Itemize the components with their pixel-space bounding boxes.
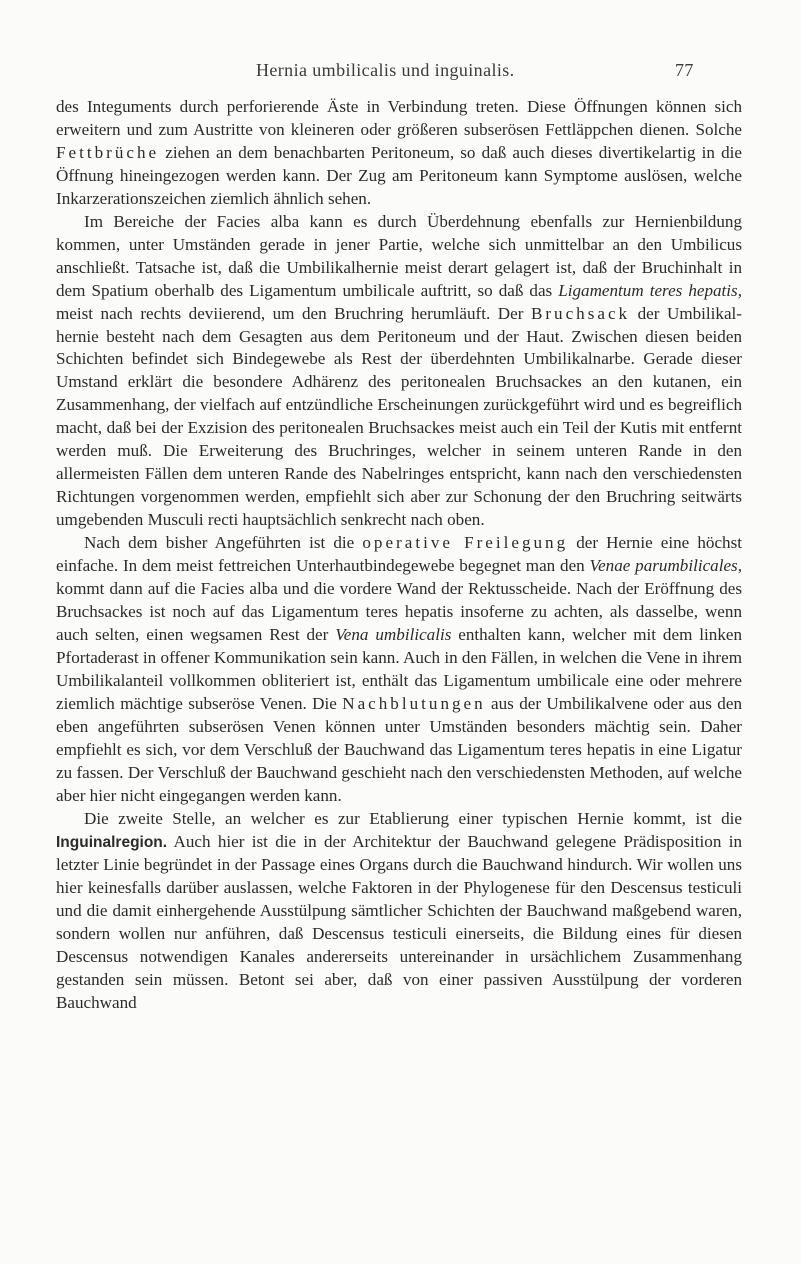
italic-term: Vena umbilicalis: [335, 624, 452, 644]
paragraph: [56, 96, 742, 211]
italic-term: Venae parumbilicales: [589, 556, 738, 576]
page-number: 77: [675, 60, 694, 80]
text-run: der Hernie eine höchst einfache. In dem meist fettreichen Unterhautbindegewebe begegnet man den: [56, 533, 742, 576]
paragraph: [56, 211, 742, 532]
text-run: , kommt dann auf die Facies alba und die vordere Wand der Rektusscheide. Nach der Eröffnung des Bruchsackes ist noch auf das Ligamentum teres hepatis insoferne zu achten, als dasselbe, wenn auch selten, einen wegsamen Rest der: [56, 556, 742, 644]
paragraph: [56, 532, 742, 807]
paragraph: [56, 808, 742, 1016]
text-run: aus der Umbilikalvene oder aus den eben angeführten subserösen Venen können unter Umständen besonders mächtig sein. Daher empfiehlt es sich, vor dem Verschluß der Bauchwand das Ligamentum teres hepatis in eine Ligatur zu fassen. Der Verschluß der Bauchwand geschieht nach den verschiedensten Methoden, auf welche aber hier nicht eingegangen werden kann.: [56, 693, 742, 805]
text-run: Die zweite Stelle, an welcher es zur Etablierung einer typischen Hernie kommt, ist die: [84, 808, 742, 828]
text-run: , meist nach rechts deviierend, um den Bruchring herumläuft. Der: [56, 280, 742, 323]
text-run: Auch hier ist die in der Architektur der Bauchwand gelegene Prädisposition in letzter Linie begründet in der Passage eines Organs durch die Bauchwand hindurch. Wir wollen uns hier keinesfalls darüber auslassen, welche Faktoren in der Phylogenese für den Descensus testiculi und die damit einhergehende Ausstülpung sämtlicher Schichten der Bauchwand maßgebend waren, sondern wollen nur anführen, daß Descensus testiculi einerseits, die Bildung eines für diesen Descensus notwendigen Kanales andererseits untereinander in ursächlichem Zusammenhang gestanden sein müssen. Betont sei aber, daß von einer passiven Ausstülpung der vorderen Bauchwand: [56, 831, 742, 1013]
spaced-term: Fettbrüche: [56, 142, 160, 162]
text-run: der Umbilikalhernie besteht nach dem Gesagten aus dem Peritoneum und der Haut. Zwischen diesen beiden Schichten befindet sich Bindegewebe als Rest der überdehnten Umbilikalnarbe. Gerade dieser Umstand erklärt die besondere Adhärenz des peritonealen Bruchsackes an den kutanen, ein Zusammenhang, der vielfach auf entzündliche Erscheinungen zurückgeführt wird und es begreiflich macht, daß bei der Exzision des peritonealen Bruchsackes meist auch ein Teil der Kutis mit entfernt werden muß. Die Erweiterung des Bruchringes, welcher in seinem unteren Rande in den allermeisten Fällen dem unteren Rande des Nabelringes entspricht, kann nach den verschiedensten Richtungen vorgenommen werden, empfiehlt sich aber zur Schonung der den Bruchring seitwärts umgebenden Musculi recti hauptsächlich senkrecht nach oben.: [56, 303, 742, 530]
text-run: enthalten kann, welcher mit dem linken Pfortaderast in offener Kommunikation sein kann. Auch in den Fällen, in welchen die Vene in ihrem Umbilikalanteil vollkommen obliteriert ist, enthält das Ligamentum umbilicale eine oder mehrere ziemlich mächtige subseröse Venen. Die: [56, 624, 742, 713]
spaced-term: Nachblutungen: [342, 693, 486, 713]
body-text: [56, 96, 742, 1015]
spaced-term: operative Freilegung: [362, 533, 569, 553]
text-run: ziehen an dem benachbarten Peritoneum, so daß auch dieses divertikelartig in die Öffnung hineingezogen werden kann. Der Zug am Peritoneum kann Symptome auslösen, welche Inkarzerationszeichen ziemlich ähnlich sehen.: [56, 142, 742, 208]
bold-term: Inguinalregion.: [56, 833, 168, 851]
text-run: Nach dem bisher Angeführten ist die: [84, 533, 363, 553]
text-run: Im Bereiche der Facies alba kann es durch Überdehnung ebenfalls zur Hernienbildung kommen, unter Umständen gerade in jener Partie, welche sich unmittelbar an den Umbilicus anschließt. Tatsache ist, daß die Umbilikalhernie meist derart gelagert ist, daß der Bruchinhalt in dem Spatium oberhalb des Ligamentum umbilicale auftritt, so daß das: [56, 211, 742, 300]
text-run: des Integuments durch perforierende Äste in Verbindung treten. Diese Öffnungen können sich erweitern und zum Austritte von kleineren oder größeren subserösen Fettläppchen dienen. Solche: [56, 97, 742, 139]
running-title: Hernia umbilicalis und inguinalis.: [256, 60, 515, 80]
italic-term: Ligamentum teres hepatis: [558, 280, 738, 300]
spaced-term: Bruchsack: [530, 303, 631, 323]
